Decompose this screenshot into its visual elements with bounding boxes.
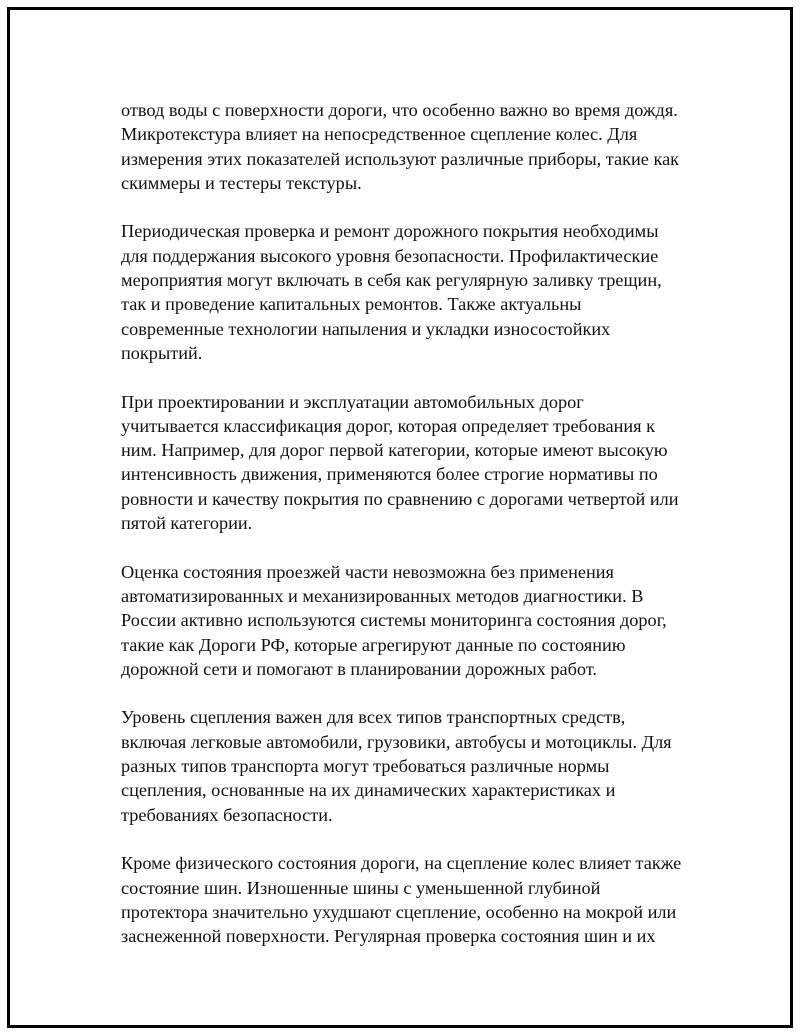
text-line: ровности и качеству покрытия по сравнению с дорогами четвертой или bbox=[121, 488, 679, 509]
text-line: покрытий. bbox=[121, 342, 203, 363]
text-line: так и проведение капитальных ремонтов. Также актуальны bbox=[121, 294, 582, 315]
text-line: интенсивность движения, применяются более строгие нормативы по bbox=[121, 464, 658, 485]
text-line: состояние шин. Изношенные шины с уменьшенной глубиной bbox=[121, 877, 601, 898]
text-line: Уровень сцепления важен для всех типов транспортных средств, bbox=[121, 707, 626, 728]
text-line: ним. Например, для дорог первой категории, которые имеют высокую bbox=[121, 440, 668, 461]
text-line: пятой категории. bbox=[121, 513, 253, 534]
text-line: протектора значительно ухудшают сцепление, особенно на мокрой или bbox=[121, 901, 677, 922]
text-line: скиммеры и тестеры текстуры. bbox=[121, 172, 362, 193]
paragraph-3 bbox=[121, 390, 701, 536]
text-line: отвод воды с поверхности дороги, что особенно важно во время дождя. bbox=[121, 100, 678, 120]
text-line: дорожной сети и помогают в планировании дорожных работ. bbox=[121, 658, 598, 679]
paragraph-1 bbox=[121, 98, 701, 195]
paragraph-5 bbox=[121, 705, 701, 826]
text-line: автоматизированных и механизированных методов диагностики. В bbox=[121, 585, 644, 606]
text-line: учитывается классификация дорог, которая определяет требования к bbox=[121, 415, 656, 436]
paragraph-2 bbox=[121, 219, 701, 365]
paragraph-4 bbox=[121, 560, 701, 681]
text-line: Периодическая проверка и ремонт дорожного покрытия необходимы bbox=[121, 221, 659, 242]
text-line: При проектировании и эксплуатации автомобильных дорог bbox=[121, 391, 584, 412]
text-line: для поддержания высокого уровня безопасности. Профилактические bbox=[121, 245, 659, 266]
paragraph-6 bbox=[121, 851, 701, 948]
text-line: Микротекстура влияет на непосредственное сцепление колес. Для bbox=[121, 124, 638, 145]
text-line: измерения этих показателей используют различные приборы, такие как bbox=[121, 148, 680, 169]
text-line: мероприятия могут включать в себя как регулярную заливку трещин, bbox=[121, 270, 662, 291]
text-line: России активно используются системы мониторинга состояния дорог, bbox=[121, 610, 667, 631]
text-line: Кроме физического состояния дороги, на сцепление колес влияет также bbox=[121, 853, 682, 874]
document-body bbox=[121, 98, 701, 973]
text-line: включая легковые автомобили, грузовики, автобусы и мотоциклы. Для bbox=[121, 731, 672, 752]
text-line: современные технологии напыления и укладки износостойких bbox=[121, 318, 611, 339]
text-line: требованиях безопасности. bbox=[121, 804, 333, 825]
text-line: разных типов транспорта могут требоваться различные нормы bbox=[121, 756, 610, 777]
text-line: заснеженной поверхности. Регулярная проверка состояния шин и их bbox=[121, 926, 656, 947]
document-page bbox=[7, 7, 793, 1028]
text-line: сцепления, основанные на их динамических характеристиках и bbox=[121, 780, 616, 801]
text-line: Оценка состояния проезжей части невозможна без применения bbox=[121, 561, 614, 582]
text-line: такие как Дороги РФ, которые агрегируют данные по состоянию bbox=[121, 634, 626, 655]
